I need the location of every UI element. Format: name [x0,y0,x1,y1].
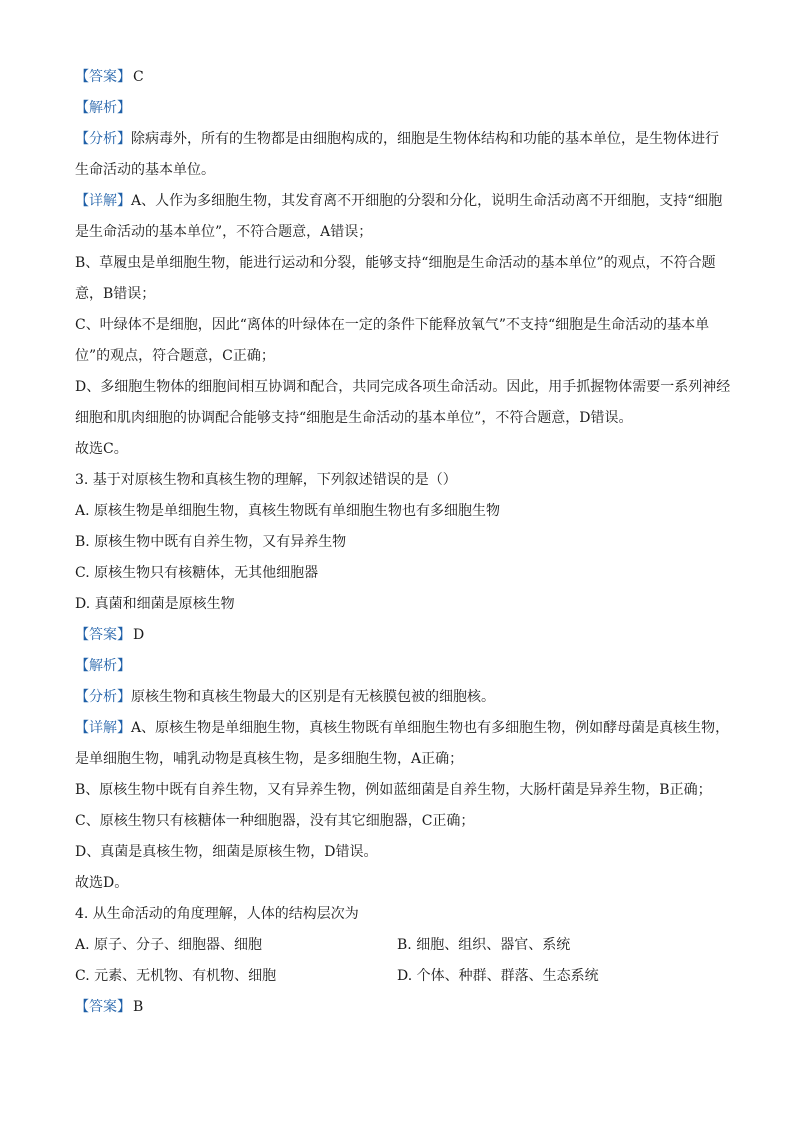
q3-xiangjie-line1 [75,713,730,744]
q2-d-line1: D、多细胞生物体的细胞间相互协调和配合，共同完成各项生命活动。因此，用手抓握物体需要一系列神经 [75,379,731,395]
answer-tag: 【答案】 [75,999,131,1015]
answer-value: C [133,69,144,85]
q3-c-line: C、原核生物只有核糖体一种细胞器，没有其它细胞器，C正确； [75,813,475,829]
q2-conclusion: 故选C。 [75,441,128,457]
q3-d-line: D、真菌是真核生物，细菌是原核生物，D错误。 [75,844,378,860]
q2-c-line2: 位”的观点，符合题意，C正确； [75,348,275,364]
q4-option-d: D. 个体、种群、群落、生态系统 [397,968,599,984]
q2-xiangjie-line2: 是生命活动的基本单位”，不符合题意，A错误； [75,224,373,240]
xiangjie-text: A、原核生物是单细胞生物，真核生物既有单细胞生物也有多细胞生物，例如酵母菌是真核生物， [131,720,730,736]
q3-stem: 3. 基于对原核生物和真核生物的理解，下列叙述错误的是（） [75,472,457,488]
fenxi-text: 除病毒外，所有的生物都是由细胞构成的，细胞是生物体结构和功能的基本单位，是生物体进行 [131,131,719,147]
q2-answer [75,62,725,93]
q4-answer [75,992,725,1023]
q2-analysis-heading [75,93,725,124]
answer-tag: 【答案】 [75,69,131,85]
fenxi-tag: 【分析】 [75,689,131,705]
q3-analysis-heading [75,651,725,682]
q4-options-row-1 [75,930,725,961]
q4-option-b: B. 细胞、组织、器官、系统 [397,937,571,953]
q3-option-a: A. 原核生物是单细胞生物，真核生物既有单细胞生物也有多细胞生物 [75,503,501,519]
analysis-tag: 【解析】 [75,658,131,674]
fenxi-text: 原核生物和真核生物最大的区别是有无核膜包被的细胞核。 [131,689,495,705]
q2-b-line2: 意，B错误； [75,286,156,302]
q3-option-b: B. 原核生物中既有自养生物，又有异养生物 [75,534,347,550]
q2-fenxi-line1 [75,124,725,155]
q3-b-line: B、原核生物中既有自养生物，又有异养生物，例如蓝细菌是自养生物，大肠杆菌是异养生物，B正确； [75,782,712,798]
document-page [75,62,731,1023]
q2-b-line1: B、草履虫是单细胞生物，能进行运动和分裂，能够支持“细胞是生命活动的基本单位”的观点，不符合题 [75,255,716,271]
q3-option-d: D. 真菌和细菌是原核生物 [75,596,235,612]
answer-value: D [133,627,145,643]
q4-options-row-2 [75,961,725,992]
q4-stem: 4. 从生命活动的角度理解，人体的结构层次为 [75,906,359,922]
q4-option-a: A. 原子、分子、细胞器、细胞 [75,937,263,953]
xiangjie-tag: 【详解】 [75,720,131,736]
xiangjie-tag: 【详解】 [75,193,131,209]
q3-answer [75,620,725,651]
q3-fenxi [75,682,725,713]
q3-xiangjie-line2: 是单细胞生物，哺乳动物是真核生物，是多细胞生物，A正确； [75,751,464,767]
answer-tag: 【答案】 [75,627,131,643]
q2-xiangjie-line1 [75,186,725,217]
q3-conclusion: 故选D。 [75,875,129,891]
answer-value: B [133,999,144,1015]
q3-option-c: C. 原核生物只有核糖体，无其他细胞器 [75,565,319,581]
q4-option-c: C. 元素、无机物、有机物、细胞 [75,968,277,984]
fenxi-tag: 【分析】 [75,131,131,147]
q2-d-line2: 细胞和肌肉细胞的协调配合能够支持“细胞是生命活动的基本单位”，不符合题意，D错误。 [75,410,633,426]
xiangjie-text: A、人作为多细胞生物，其发育离不开细胞的分裂和分化，说明生命活动离不开细胞，支持“细胞 [131,193,723,209]
q2-c-line1: C、叶绿体不是细胞，因此“离体的叶绿体在一定的条件下能释放氧气”不支持“细胞是生命活动的基本单 [75,317,710,333]
analysis-tag: 【解析】 [75,100,131,116]
q2-fenxi-line2: 生命活动的基本单位。 [75,162,215,178]
